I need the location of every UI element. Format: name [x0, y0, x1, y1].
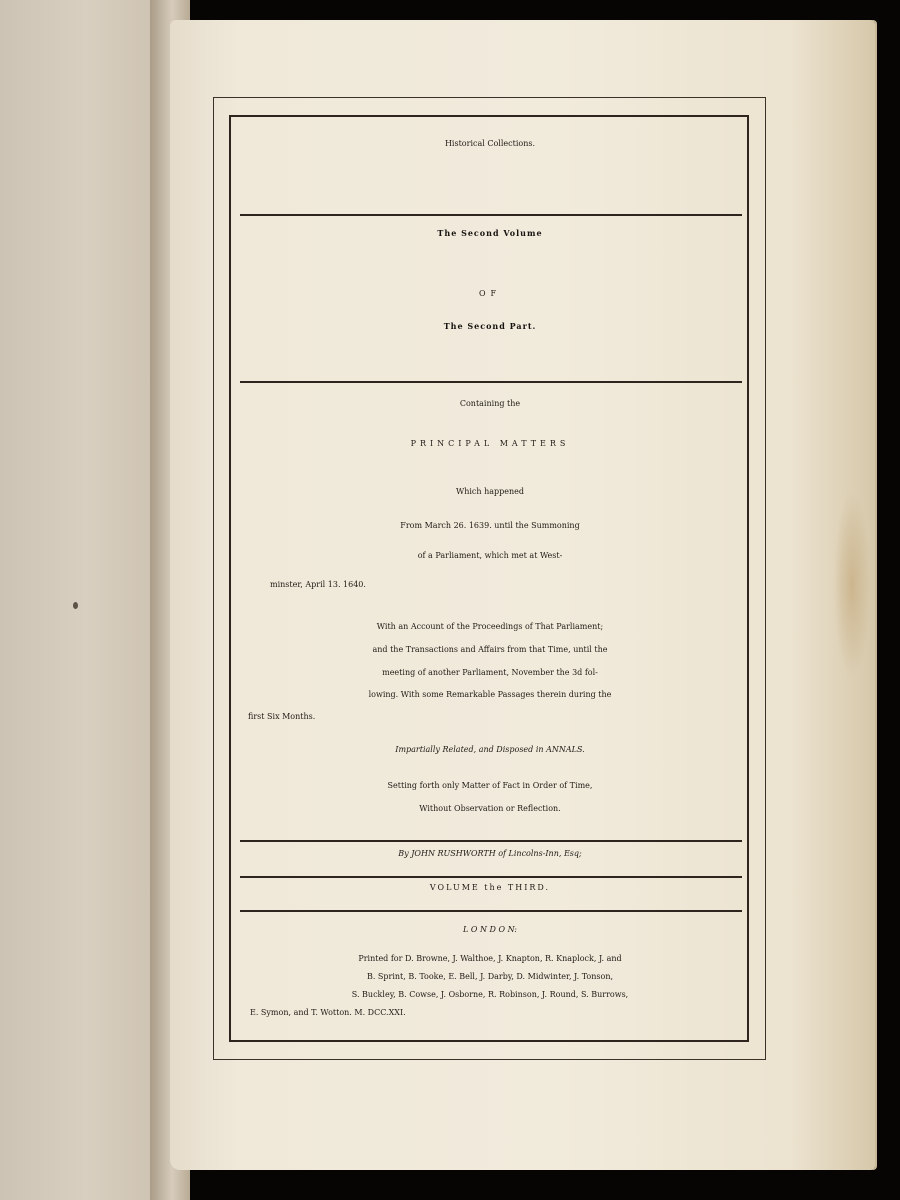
setting-forth-text: Setting forth only Matter of Fact in Order of Time, [387, 781, 593, 790]
account-line-5: first Six Months. [248, 712, 316, 721]
rule-5 [240, 910, 742, 912]
dates-line-2: of a Parliament, which met at West- [417, 551, 563, 560]
london-line: L O N D O N: [463, 925, 517, 934]
without-text: Without Observation or Reflection. [419, 804, 561, 813]
printed-line-3: S. Buckley, B. Cowse, J. Osborne, R. Robinson, J. Round, S. Burrows, [351, 990, 629, 999]
page-stain [833, 490, 871, 680]
account-line-2: and the Transactions and Affairs from that Time, until the [372, 645, 608, 654]
main-title: Historical Collections. [444, 139, 536, 148]
account-line-3: meeting of another Parliament, November the 3d fol- [382, 668, 598, 677]
account-line-1: With an Account of the Proceedings of That Parliament; [376, 622, 604, 631]
printed-line-1: Printed for D. Browne, J. Walthoe, J. Knapton, R. Knaplock, J. and [358, 954, 622, 963]
printed-line-4: E. Symon, and T. Wotton. M. DCC.XXI. [250, 1008, 406, 1017]
author-line: By JOHN RUSHWORTH of Lincolns-Inn, Esq; [398, 849, 582, 858]
rule-4 [240, 876, 742, 878]
ink-speck [73, 602, 78, 609]
which-happened: Which happened [455, 487, 524, 496]
dates-line-1: From March 26. 1639. until the Summoning [400, 521, 580, 530]
account-line-4: lowing. With some Remarkable Passages therein during the [368, 690, 612, 699]
principal-matters: PRINCIPAL MATTERS [410, 439, 570, 448]
dates-line-3: minster, April 13. 1640. [270, 580, 366, 589]
impartially-text: Impartially Related, and Disposed in ANNALS. [395, 745, 585, 754]
subtitle-of: OF [478, 289, 502, 298]
subtitle-line-1: The Second Volume [437, 228, 543, 238]
printed-line-2: B. Sprint, B. Tooke, E. Bell, J. Darby, D. Midwinter, J. Tonson, [366, 972, 614, 981]
containing-text: Containing the [459, 399, 521, 408]
subtitle-line-2: The Second Part. [443, 321, 537, 331]
rule-3 [240, 840, 742, 842]
inner-border [229, 115, 749, 1042]
volume-line: VOLUME the THIRD. [429, 883, 551, 892]
rule-2 [240, 381, 742, 383]
rule-1 [240, 214, 742, 216]
